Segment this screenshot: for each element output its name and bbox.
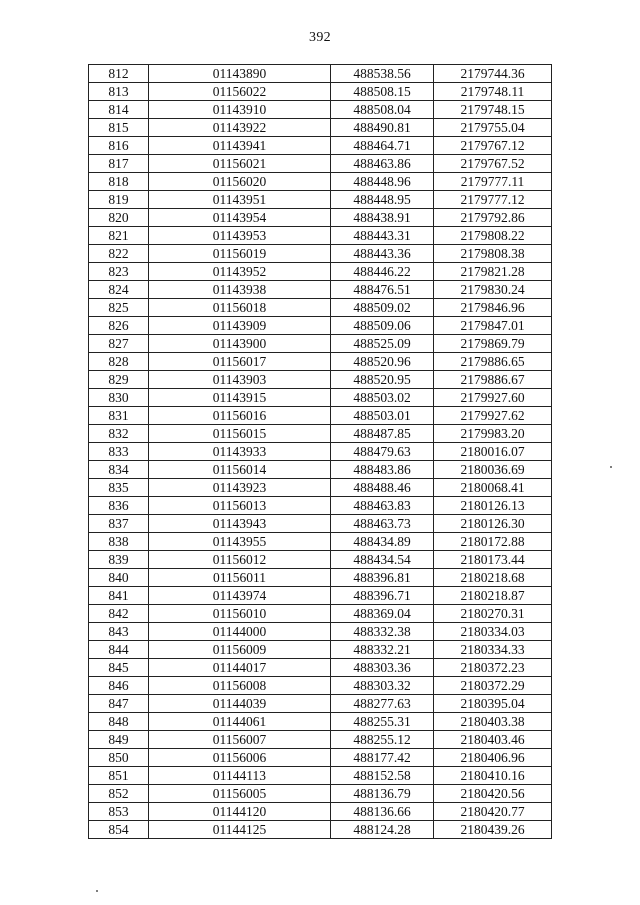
table-row [89, 623, 552, 641]
point-id-cell: 01143974 [149, 587, 331, 605]
row-number-cell: 849 [89, 731, 149, 749]
row-number-cell: 818 [89, 173, 149, 191]
y-coordinate-cell: 2179821.28 [434, 263, 552, 281]
table-row [89, 821, 552, 839]
point-id-cell: 01143943 [149, 515, 331, 533]
table-row [89, 425, 552, 443]
table-row [89, 317, 552, 335]
point-id-cell: 01144120 [149, 803, 331, 821]
y-coordinate-cell: 2180172.88 [434, 533, 552, 551]
point-id-cell: 01143903 [149, 371, 331, 389]
y-coordinate-cell: 2180372.29 [434, 677, 552, 695]
point-id-cell: 01156009 [149, 641, 331, 659]
point-id-cell: 01156011 [149, 569, 331, 587]
table-row [89, 713, 552, 731]
table-row [89, 803, 552, 821]
row-number-cell: 854 [89, 821, 149, 839]
table-row [89, 389, 552, 407]
y-coordinate-cell: 2180420.56 [434, 785, 552, 803]
point-id-cell: 01143915 [149, 389, 331, 407]
y-coordinate-cell: 2179748.11 [434, 83, 552, 101]
y-coordinate-cell: 2180173.44 [434, 551, 552, 569]
x-coordinate-cell: 488488.46 [331, 479, 434, 497]
y-coordinate-cell: 2179767.52 [434, 155, 552, 173]
row-number-cell: 837 [89, 515, 149, 533]
table-row [89, 767, 552, 785]
row-number-cell: 821 [89, 227, 149, 245]
y-coordinate-cell: 2180126.13 [434, 497, 552, 515]
table-row [89, 407, 552, 425]
row-number-cell: 839 [89, 551, 149, 569]
y-coordinate-cell: 2180395.04 [434, 695, 552, 713]
row-number-cell: 844 [89, 641, 149, 659]
point-id-cell: 01156005 [149, 785, 331, 803]
point-id-cell: 01143910 [149, 101, 331, 119]
point-id-cell: 01156021 [149, 155, 331, 173]
row-number-cell: 817 [89, 155, 149, 173]
table-row [89, 227, 552, 245]
point-id-cell: 01156010 [149, 605, 331, 623]
y-coordinate-cell: 2179808.38 [434, 245, 552, 263]
point-id-cell: 01156016 [149, 407, 331, 425]
x-coordinate-cell: 488396.81 [331, 569, 434, 587]
table-row [89, 65, 552, 83]
row-number-cell: 833 [89, 443, 149, 461]
row-number-cell: 840 [89, 569, 149, 587]
x-coordinate-cell: 488443.36 [331, 245, 434, 263]
x-coordinate-cell: 488434.89 [331, 533, 434, 551]
y-coordinate-cell: 2180403.38 [434, 713, 552, 731]
x-coordinate-cell: 488446.22 [331, 263, 434, 281]
row-number-cell: 838 [89, 533, 149, 551]
table-row [89, 83, 552, 101]
y-coordinate-cell: 2179777.12 [434, 191, 552, 209]
x-coordinate-cell: 488152.58 [331, 767, 434, 785]
point-id-cell: 01156014 [149, 461, 331, 479]
y-coordinate-cell: 2180126.30 [434, 515, 552, 533]
x-coordinate-cell: 488538.56 [331, 65, 434, 83]
x-coordinate-cell: 488438.91 [331, 209, 434, 227]
table-row [89, 551, 552, 569]
table-row [89, 785, 552, 803]
x-coordinate-cell: 488369.04 [331, 605, 434, 623]
y-coordinate-cell: 2180334.33 [434, 641, 552, 659]
table-row [89, 461, 552, 479]
table-row [89, 731, 552, 749]
point-id-cell: 01143923 [149, 479, 331, 497]
row-number-cell: 834 [89, 461, 149, 479]
point-id-cell: 01156019 [149, 245, 331, 263]
point-id-cell: 01156007 [149, 731, 331, 749]
y-coordinate-cell: 2179777.11 [434, 173, 552, 191]
row-number-cell: 813 [89, 83, 149, 101]
x-coordinate-cell: 488177.42 [331, 749, 434, 767]
x-coordinate-cell: 488255.31 [331, 713, 434, 731]
table-row [89, 191, 552, 209]
row-number-cell: 848 [89, 713, 149, 731]
table-row [89, 497, 552, 515]
y-coordinate-cell: 2179983.20 [434, 425, 552, 443]
table-row [89, 137, 552, 155]
point-id-cell: 01143900 [149, 335, 331, 353]
x-coordinate-cell: 488509.02 [331, 299, 434, 317]
point-id-cell: 01144125 [149, 821, 331, 839]
table-row [89, 695, 552, 713]
table-row [89, 335, 552, 353]
table-row [89, 281, 552, 299]
table-row [89, 299, 552, 317]
x-coordinate-cell: 488396.71 [331, 587, 434, 605]
y-coordinate-cell: 2180372.23 [434, 659, 552, 677]
y-coordinate-cell: 2180334.03 [434, 623, 552, 641]
x-coordinate-cell: 488136.79 [331, 785, 434, 803]
y-coordinate-cell: 2179792.86 [434, 209, 552, 227]
table-row [89, 677, 552, 695]
table-row [89, 371, 552, 389]
point-id-cell: 01143952 [149, 263, 331, 281]
page-number: 392 [309, 30, 331, 45]
point-id-cell: 01143954 [149, 209, 331, 227]
row-number-cell: 820 [89, 209, 149, 227]
row-number-cell: 847 [89, 695, 149, 713]
y-coordinate-cell: 2179927.60 [434, 389, 552, 407]
x-coordinate-cell: 488525.09 [331, 335, 434, 353]
row-number-cell: 812 [89, 65, 149, 83]
point-id-cell: 01143922 [149, 119, 331, 137]
point-id-cell: 01143933 [149, 443, 331, 461]
row-number-cell: 828 [89, 353, 149, 371]
point-id-cell: 01156020 [149, 173, 331, 191]
row-number-cell: 846 [89, 677, 149, 695]
x-coordinate-cell: 488464.71 [331, 137, 434, 155]
table-row [89, 353, 552, 371]
row-number-cell: 831 [89, 407, 149, 425]
x-coordinate-cell: 488255.12 [331, 731, 434, 749]
table-row [89, 515, 552, 533]
y-coordinate-cell: 2179886.67 [434, 371, 552, 389]
y-coordinate-cell: 2180036.69 [434, 461, 552, 479]
y-coordinate-cell: 2180068.41 [434, 479, 552, 497]
x-coordinate-cell: 488490.81 [331, 119, 434, 137]
row-number-cell: 835 [89, 479, 149, 497]
point-id-cell: 01143955 [149, 533, 331, 551]
table-row [89, 569, 552, 587]
row-number-cell: 826 [89, 317, 149, 335]
point-id-cell: 01143953 [149, 227, 331, 245]
point-id-cell: 01144113 [149, 767, 331, 785]
table-row [89, 587, 552, 605]
table-row [89, 533, 552, 551]
y-coordinate-cell: 2179886.65 [434, 353, 552, 371]
table-row [89, 749, 552, 767]
y-coordinate-cell: 2179847.01 [434, 317, 552, 335]
x-coordinate-cell: 488136.66 [331, 803, 434, 821]
x-coordinate-cell: 488463.83 [331, 497, 434, 515]
x-coordinate-cell: 488277.63 [331, 695, 434, 713]
y-coordinate-cell: 2179927.62 [434, 407, 552, 425]
x-coordinate-cell: 488443.31 [331, 227, 434, 245]
x-coordinate-cell: 488508.04 [331, 101, 434, 119]
x-coordinate-cell: 488520.96 [331, 353, 434, 371]
y-coordinate-cell: 2179767.12 [434, 137, 552, 155]
x-coordinate-cell: 488503.01 [331, 407, 434, 425]
row-number-cell: 851 [89, 767, 149, 785]
x-coordinate-cell: 488448.96 [331, 173, 434, 191]
table-row [89, 155, 552, 173]
y-coordinate-cell: 2180420.77 [434, 803, 552, 821]
table-row [89, 101, 552, 119]
point-id-cell: 01143909 [149, 317, 331, 335]
point-id-cell: 01143938 [149, 281, 331, 299]
row-number-cell: 822 [89, 245, 149, 263]
table-body [89, 65, 552, 839]
y-coordinate-cell: 2180218.68 [434, 569, 552, 587]
point-id-cell: 01144000 [149, 623, 331, 641]
table-row [89, 659, 552, 677]
point-id-cell: 01156018 [149, 299, 331, 317]
table-row [89, 245, 552, 263]
y-coordinate-cell: 2179755.04 [434, 119, 552, 137]
table-row [89, 605, 552, 623]
y-coordinate-cell: 2180410.16 [434, 767, 552, 785]
row-number-cell: 814 [89, 101, 149, 119]
row-number-cell: 852 [89, 785, 149, 803]
y-coordinate-cell: 2180218.87 [434, 587, 552, 605]
row-number-cell: 836 [89, 497, 149, 515]
point-id-cell: 01156006 [149, 749, 331, 767]
table-row [89, 119, 552, 137]
point-id-cell: 01156017 [149, 353, 331, 371]
row-number-cell: 819 [89, 191, 149, 209]
y-coordinate-cell: 2180439.26 [434, 821, 552, 839]
point-id-cell: 01144039 [149, 695, 331, 713]
row-number-cell: 829 [89, 371, 149, 389]
table-row [89, 641, 552, 659]
row-number-cell: 830 [89, 389, 149, 407]
row-number-cell: 841 [89, 587, 149, 605]
point-id-cell: 01143890 [149, 65, 331, 83]
scan-speck [96, 890, 98, 892]
table-row [89, 173, 552, 191]
point-id-cell: 01156008 [149, 677, 331, 695]
row-number-cell: 815 [89, 119, 149, 137]
x-coordinate-cell: 488508.15 [331, 83, 434, 101]
y-coordinate-cell: 2179846.96 [434, 299, 552, 317]
y-coordinate-cell: 2179830.24 [434, 281, 552, 299]
y-coordinate-cell: 2179869.79 [434, 335, 552, 353]
point-id-cell: 01156015 [149, 425, 331, 443]
point-id-cell: 01144017 [149, 659, 331, 677]
x-coordinate-cell: 488332.21 [331, 641, 434, 659]
y-coordinate-cell: 2180406.96 [434, 749, 552, 767]
y-coordinate-cell: 2179744.36 [434, 65, 552, 83]
row-number-cell: 823 [89, 263, 149, 281]
table-row [89, 209, 552, 227]
row-number-cell: 845 [89, 659, 149, 677]
row-number-cell: 850 [89, 749, 149, 767]
x-coordinate-cell: 488520.95 [331, 371, 434, 389]
x-coordinate-cell: 488448.95 [331, 191, 434, 209]
table-row [89, 479, 552, 497]
x-coordinate-cell: 488509.06 [331, 317, 434, 335]
x-coordinate-cell: 488434.54 [331, 551, 434, 569]
point-id-cell: 01143941 [149, 137, 331, 155]
y-coordinate-cell: 2180270.31 [434, 605, 552, 623]
y-coordinate-cell: 2180016.07 [434, 443, 552, 461]
point-id-cell: 01156013 [149, 497, 331, 515]
point-id-cell: 01156022 [149, 83, 331, 101]
point-id-cell: 01144061 [149, 713, 331, 731]
x-coordinate-cell: 488463.73 [331, 515, 434, 533]
row-number-cell: 832 [89, 425, 149, 443]
row-number-cell: 827 [89, 335, 149, 353]
row-number-cell: 843 [89, 623, 149, 641]
y-coordinate-cell: 2180403.46 [434, 731, 552, 749]
x-coordinate-cell: 488463.86 [331, 155, 434, 173]
table-row [89, 443, 552, 461]
x-coordinate-cell: 488124.28 [331, 821, 434, 839]
coordinates-table [88, 64, 552, 839]
point-id-cell: 01143951 [149, 191, 331, 209]
x-coordinate-cell: 488503.02 [331, 389, 434, 407]
scan-speck [610, 466, 612, 468]
row-number-cell: 825 [89, 299, 149, 317]
x-coordinate-cell: 488479.63 [331, 443, 434, 461]
y-coordinate-cell: 2179748.15 [434, 101, 552, 119]
x-coordinate-cell: 488483.86 [331, 461, 434, 479]
x-coordinate-cell: 488476.51 [331, 281, 434, 299]
x-coordinate-cell: 488332.38 [331, 623, 434, 641]
row-number-cell: 816 [89, 137, 149, 155]
row-number-cell: 842 [89, 605, 149, 623]
row-number-cell: 824 [89, 281, 149, 299]
x-coordinate-cell: 488303.36 [331, 659, 434, 677]
row-number-cell: 853 [89, 803, 149, 821]
table-row [89, 263, 552, 281]
y-coordinate-cell: 2179808.22 [434, 227, 552, 245]
x-coordinate-cell: 488487.85 [331, 425, 434, 443]
point-id-cell: 01156012 [149, 551, 331, 569]
x-coordinate-cell: 488303.32 [331, 677, 434, 695]
